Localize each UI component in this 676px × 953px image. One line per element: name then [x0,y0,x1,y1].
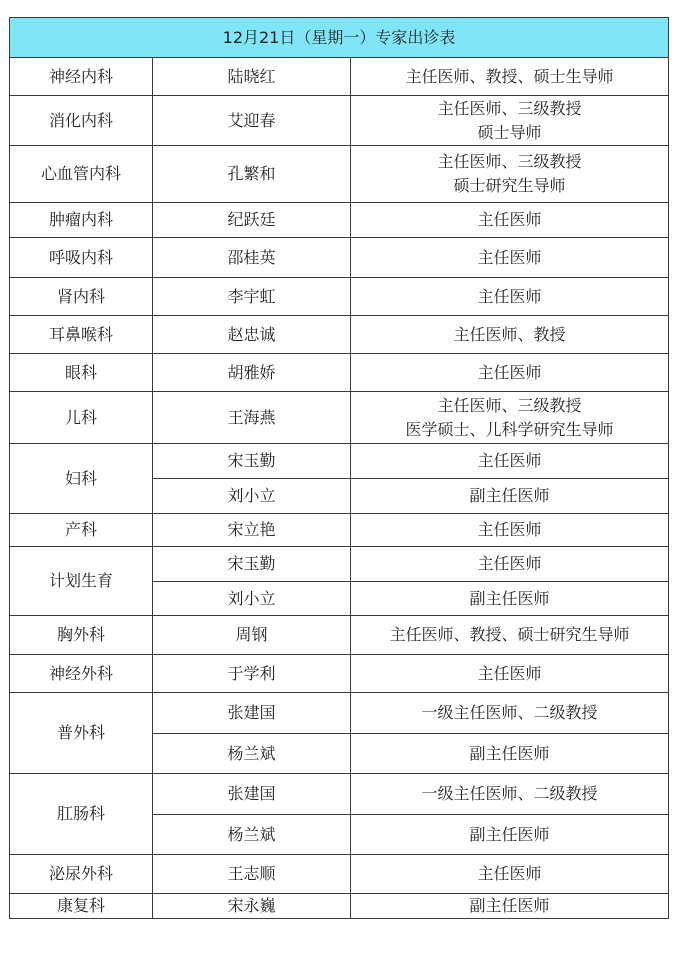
department-cell: 肿瘤内科 [10,203,153,238]
doctor-name-cell: 杨兰斌 [153,734,351,774]
department-cell: 普外科 [10,693,153,774]
table-row [10,616,669,655]
table-row [10,278,669,316]
doctor-name-cell: 杨兰斌 [153,815,351,855]
doctor-title-line: 一级主任医师、二级教授 [421,703,598,722]
doctor-title-cell [351,479,669,514]
department-cell: 泌尿外科 [10,855,153,894]
doctor-title-cell [351,354,669,392]
doctor-title-line: 主任医师、教授、硕士研究生导师 [389,625,630,644]
doctor-title-cell [351,815,669,855]
doctor-title-line: 副主任医师 [469,743,550,763]
doctor-title-cell [351,392,669,444]
table-title-row [10,18,669,58]
department-cell: 神经内科 [10,58,153,96]
doctor-name-cell: 孔繁和 [153,146,351,203]
doctor-name-cell: 宋立艳 [153,514,351,547]
doctor-title-line: 主任医师 [477,362,542,382]
department-cell: 产科 [10,514,153,547]
doctor-name-cell: 张建国 [153,774,351,815]
doctor-title-cell [351,316,669,354]
doctor-title-line: 硕士导师 [477,122,542,142]
doctor-name-cell: 宋玉勤 [153,547,351,582]
doctor-title-line: 主任医师 [477,520,542,539]
doctor-name-cell: 周钢 [153,616,351,655]
doctor-title-line: 主任医师 [477,451,542,470]
doctor-name-cell: 邵桂英 [153,238,351,278]
doctor-title-cell [351,146,669,203]
department-cell: 儿科 [10,392,153,444]
doctor-title-cell [351,514,669,547]
table-row [10,146,669,203]
doctor-name-cell: 宋永巍 [153,894,351,919]
doctor-name-cell: 艾迎春 [153,96,351,146]
doctor-title-cell [351,238,669,278]
doctor-name-cell: 陆晓红 [153,58,351,96]
doctor-title-line: 主任医师、教授、硕士生导师 [405,66,614,86]
table-title: 12月21日（星期一）专家出诊表 [10,18,669,58]
table-row [10,392,669,444]
department-cell: 心血管内科 [10,146,153,203]
table-row [10,96,669,146]
doctor-title-line: 主任医师 [477,247,542,267]
doctor-title-line: 主任医师、教授 [453,324,566,344]
doctor-title-line: 主任医师 [477,554,542,573]
doctor-title-cell [351,278,669,316]
doctor-title-line: 副主任医师 [469,824,550,844]
doctor-name-cell: 刘小立 [153,582,351,616]
doctor-title-cell [351,547,669,582]
doctor-title-line: 主任医师 [477,864,542,883]
department-cell: 耳鼻喉科 [10,316,153,354]
expert-schedule-table [9,17,669,919]
doctor-name-cell: 李宇虹 [153,278,351,316]
department-cell: 胸外科 [10,616,153,655]
doctor-title-line: 副主任医师 [469,588,550,608]
department-cell: 计划生育 [10,547,153,616]
doctor-title-line: 医学硕士、儿科学研究生导师 [405,419,614,439]
department-cell: 康复科 [10,894,153,919]
department-cell: 妇科 [10,444,153,514]
table-row [10,203,669,238]
doctor-name-cell: 王志顺 [153,855,351,894]
doctor-title-cell [351,582,669,616]
doctor-title-line: 副主任医师 [469,486,550,505]
doctor-title-cell [351,96,669,146]
department-cell: 呼吸内科 [10,238,153,278]
department-cell: 消化内科 [10,96,153,146]
table-row [10,655,669,693]
doctor-title-cell [351,894,669,919]
doctor-name-cell: 宋玉勤 [153,444,351,479]
doctor-title-cell [351,444,669,479]
department-cell: 眼科 [10,354,153,392]
department-cell: 肾内科 [10,278,153,316]
doctor-title-line: 主任医师、三级教授 [437,152,582,171]
department-cell: 神经外科 [10,655,153,693]
doctor-name-cell: 胡雅娇 [153,354,351,392]
table-row [10,774,669,815]
table-row [10,58,669,96]
table-row [10,693,669,734]
doctor-title-line: 主任医师 [477,210,542,229]
table-row [10,894,669,919]
doctor-name-cell: 刘小立 [153,479,351,514]
doctor-name-cell: 张建国 [153,693,351,734]
doctor-title-line: 主任医师 [477,286,542,306]
table-row [10,444,669,479]
doctor-name-cell: 纪跃廷 [153,203,351,238]
doctor-title-cell [351,616,669,655]
doctor-title-cell [351,855,669,894]
doctor-title-cell [351,203,669,238]
department-cell: 肛肠科 [10,774,153,855]
table-row [10,238,669,278]
doctor-title-line: 主任医师 [477,663,542,683]
doctor-title-line: 主任医师、三级教授 [437,98,582,118]
table-row [10,316,669,354]
doctor-name-cell: 赵忠诚 [153,316,351,354]
doctor-title-cell [351,693,669,734]
doctor-title-line: 硕士研究生导师 [453,176,566,195]
table-row [10,547,669,582]
doctor-name-cell: 于学利 [153,655,351,693]
doctor-title-line: 副主任医师 [469,896,550,915]
doctor-title-cell [351,655,669,693]
doctor-title-line: 一级主任医师、二级教授 [421,784,598,803]
doctor-title-line: 主任医师、三级教授 [437,395,582,415]
doctor-title-cell [351,774,669,815]
doctor-title-cell [351,734,669,774]
table-row [10,855,669,894]
doctor-title-cell [351,58,669,96]
doctor-name-cell: 王海燕 [153,392,351,444]
table-row [10,514,669,547]
table-row [10,354,669,392]
